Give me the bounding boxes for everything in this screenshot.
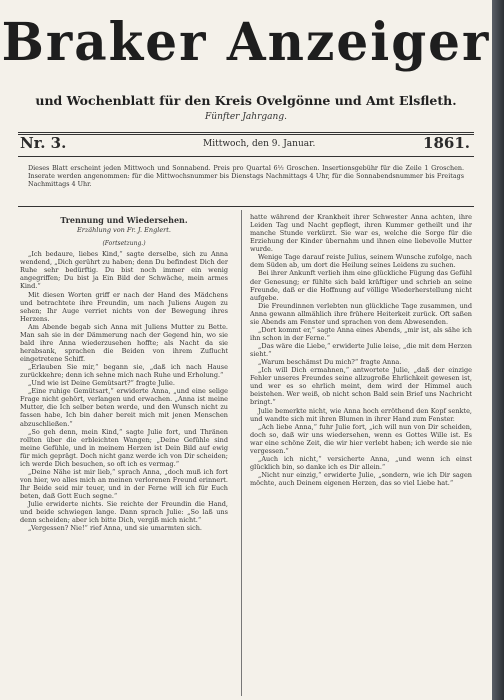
paragraph: Julie erwiderte nichts. Sie reichte der Freundin die Hand, und beide schwiegen lange. Dann sprach Julie: „So laß uns denn scheiden; aber ich bitte Dich, vergiß mich nicht.“ bbox=[20, 500, 228, 525]
paragraph: „Deine Nähe ist mir lieb,“ sprach Anna, „doch muß ich fort von hier, wo alles mich an meinen verlorenen Freund erinnert. Ihr Beide seid mir teuer, und in der Ferne will ich für Euch beten, daß Gott Euch segne.“ bbox=[20, 467, 228, 501]
paragraph: „So geh denn, mein Kind,“ sagte Julie fort, und Thränen rollten über die erbleichten Wangen; „Deine Gefühle sind meine Gefühle, und in meinem Herzen ist Dein Bild auf ewig für mich geprägt. Doch nicht ganz werde ich von Dir scheiden; ich werde Dich besuchen, so oft ich es vermag.“ bbox=[20, 427, 228, 468]
paragraph: Mit diesen Worten griff er nach der Hand des Mädchens und betrachtete ihre Freundin, um nach Juliens Augen zu sehen; Ihr Auge verriet nichts von der Bewegung ihres Herzens. bbox=[20, 290, 228, 323]
right-column bbox=[250, 213, 472, 697]
rule-top bbox=[18, 132, 474, 133]
volume-label: Fünfter Jahrgang. bbox=[205, 112, 287, 122]
rule-top-inner bbox=[18, 134, 474, 135]
paragraph: „Ich bedaure, liebes Kind,“ sagte derselbe, sich zu Anna wendend, „Dich gerührt zu haben; denn Du befindest Dich der Ruhe sehr bedürftig. Du bist noch immer ein wenig angegriffen; Du bist ja Ein Bild der Schwäche, mein armes Kind.“ bbox=[20, 250, 228, 291]
paragraph: „Ach liebe Anna,“ fuhr Julie fort, „ich will nun von Dir scheiden, doch so, daß wir uns wiedersehen, wenn es Gottes Wille ist. Es war eine schöne Zeit, die wir hier verlebt haben; ich werde sie nie vergessen.“ bbox=[250, 422, 472, 455]
column-divider bbox=[241, 210, 242, 696]
story-title: Trennung und Wiedersehen. bbox=[60, 215, 188, 225]
paragraph: „Warum beschämst Du mich?“ fragte Anna. bbox=[258, 358, 402, 367]
dateline bbox=[18, 134, 474, 153]
issue-year: 1861. bbox=[423, 134, 470, 152]
paragraph: „Das wäre die Liebe,“ erwiderte Julie leise, „die mit dem Herzen sieht.“ bbox=[250, 342, 472, 359]
paragraph: hatte während der Krankheit ihrer Schwester Anna achten, ihre Leiden Tag und Nacht gepflegt, ihren Kummer getheilt und ihr manche Stunde verkürzt. Sie war es, welche die Sorge für die Erziehung der Kinder übernahm und ihnen eine liebevolle Mutter wurde. bbox=[250, 213, 472, 254]
issue-date: Mittwoch, den 9. Januar. bbox=[203, 139, 316, 149]
rule-bottom bbox=[18, 206, 474, 207]
paragraph: „Vergessen? Nie!“ rief Anna, und sie umarmten sich. bbox=[28, 524, 202, 533]
subtitle: und Wochenblatt für den Kreis Ovelgönne und Amt Elsfleth. bbox=[35, 93, 457, 108]
story-byline: Erzählung von Fr. J. Englert. bbox=[77, 226, 171, 235]
story-continuation: (Fortsetzung.) bbox=[102, 240, 146, 248]
paragraph: Julie bemerkte nicht, wie Anna hoch erröthend den Kopf senkte, und wandte sich mit ihren Blumen in ihrer Hand zum Fenster. bbox=[250, 406, 472, 423]
paragraph: „Nicht nur einzig,“ erwiderte Julie, „sondern, wie ich Dir sagen möchte, auch Deinem eigenen Herzen, das so viel Liebe hat.“ bbox=[250, 471, 472, 488]
paragraph: Die Freundinnen verlebten nun glückliche Tage zusammen, und Anna gewann allmählich ihre frühere Heiterkeit zurück. Oft saßen sie Abends am Fenster und sprachen von dem Abwesenden. bbox=[250, 301, 472, 326]
issue-number: Nr. 3. bbox=[20, 134, 67, 152]
paragraph: „Erlauben Sie mir,“ begann sie, „daß ich nach Hause zurückkehre; denn ich sehne mich nach Ruhe und Erholung.“ bbox=[20, 363, 228, 380]
paragraph: „Und wie ist Deine Gemütsart?“ fragte Julie. bbox=[28, 379, 175, 388]
paragraph: „Auch ich nicht,“ versicherte Anna, „und wenn ich einst glücklich bin, so danke ich es Dir allein.“ bbox=[250, 454, 472, 471]
publication-notice: Dieses Blatt erscheint jeden Mittwoch und Sonnabend. Preis pro Quartal 6½ Groschen. Insertionsgebühr für die Zeile 1 Groschen. Inserate werden angenommen: für die Mittwochsnummer bis Dienstags Nachmittags 4 Uhr, für die Sonnabendsnummer bis Freitags Nachmittags 4 Uhr. bbox=[28, 164, 464, 188]
paragraph: „Dort kommt er,“ sagte Anna eines Abends, „mir ist, als sähe ich ihn schon in der Ferne.“ bbox=[250, 325, 472, 342]
page-edge-shadow bbox=[492, 0, 504, 700]
masthead: Braker Anzeiger bbox=[1, 10, 491, 73]
left-column bbox=[20, 213, 228, 697]
paragraph: Am Abende begab sich Anna mit Juliens Mutter zu Bette. Man sah sie in der Dämmerung nach der Gegend hin, wo sie bald ihre Anna wiederzusehen hoffte; als Nacht da sie herabsank, sprachen die Beiden von ihrem Zuflucht eingetretene Schiff. bbox=[20, 322, 228, 363]
paragraph: „Ich will Dich ermahnen,“ antwortete Julie, „daß der einzige Fehler unseres Freundes seine allzugroße Ehrlichkeit gewesen ist, und wer es so ehrlich meint, dem wird der Himmel auch beistehen. Wer weiß, ob nicht schon Bald sein Brief uns Nachricht bringt.“ bbox=[250, 366, 472, 407]
paragraph: Wenige Tage darauf reiste Julius, seinem Wunsche zufolge, nach dem Süden ab, um dort die Heilung seines Leidens zu suchen. bbox=[250, 253, 472, 270]
paragraph: Bei ihrer Ankunft verlieh ihm eine glückliche Fügung das Gefühl der Genesung; er fühlte sich bald kräftiger und schrieb an seine Freunde, daß er die Hoffnung auf völlige Wiederherstellung nicht aufgebe. bbox=[250, 269, 472, 302]
rule-mid bbox=[18, 156, 474, 157]
paragraph: „Eine ruhige Gemütsart,“ erwiderte Anna, „und eine selige Frage nicht gehört, verlangen und erwachen. „Anna ist meine Mutter, die Ich selber beten werde, und den Wunsch nicht zu fassen habe, Ich bin daher bereit mich mit jenen Menschen abzuschließen.“ bbox=[20, 387, 228, 428]
